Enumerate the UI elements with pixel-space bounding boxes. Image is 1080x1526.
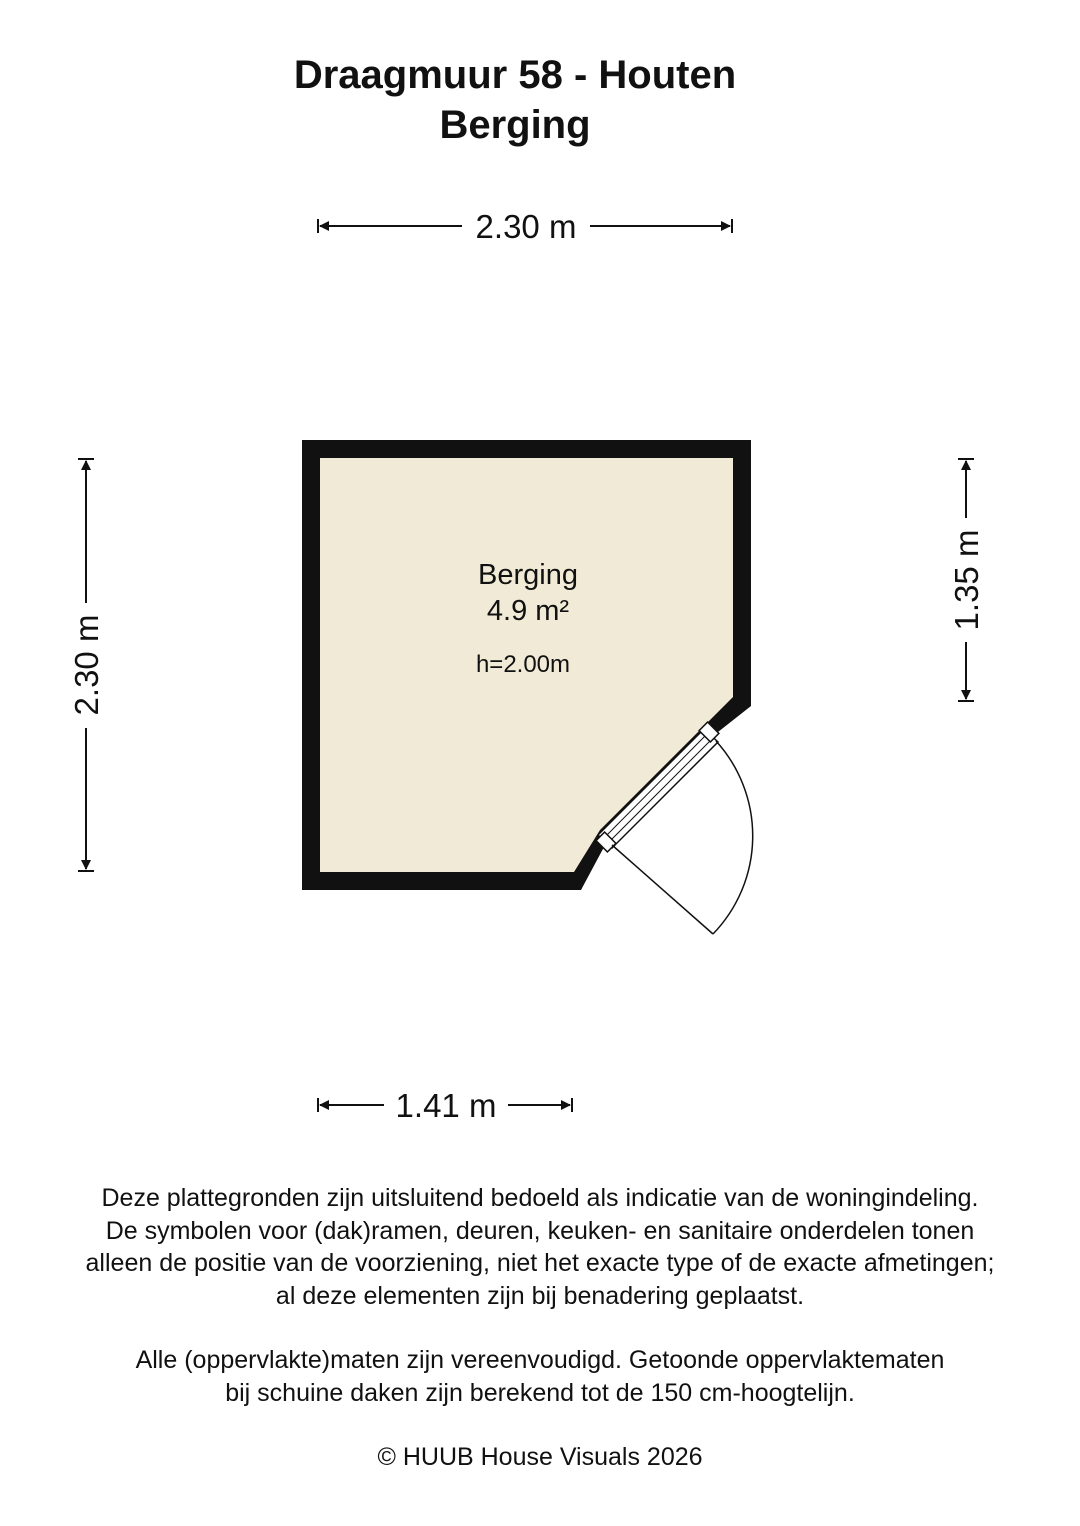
dimension-right-height — [948, 459, 985, 701]
disclaimer-line: De symbolen voor (dak)ramen, deuren, keuken- en sanitaire onderdelen tonen — [105, 1216, 975, 1245]
plan-title-address: Draagmuur 58 - Houten — [293, 53, 737, 97]
disclaimer-paragraph-2 — [0, 1344, 1080, 1409]
door-leaf — [612, 845, 713, 934]
dimension-left-label: 2.30 m — [68, 614, 105, 716]
dimension-bottom-width — [318, 1087, 572, 1124]
disclaimer-paragraph-1 — [0, 1182, 1080, 1312]
dimension-right-label: 1.35 m — [948, 529, 985, 631]
disclaimer-line: alleen de positie van de voorziening, niet het exacte type of de exacte afmetingen; — [85, 1249, 995, 1277]
disclaimer-line: Deze plattegronden zijn uitsluitend bedoeld als indicatie van de woningindeling. — [101, 1184, 979, 1212]
dimension-top-label: 2.30 m — [475, 208, 577, 245]
disclaimer-line: Alle (oppervlakte)maten zijn vereenvoudigd. Getoonde oppervlaktematen — [135, 1346, 945, 1374]
room-height: h=2.00m — [475, 651, 571, 678]
disclaimer-line: al deze elementen zijn bij benadering geplaatst. — [275, 1281, 805, 1310]
room-name: Berging — [478, 559, 578, 591]
door-swing-arc — [713, 741, 753, 934]
dimension-left-height — [68, 459, 105, 871]
dimension-bottom-label: 1.41 m — [395, 1087, 497, 1124]
plan-title-floor: Berging — [439, 103, 591, 147]
dimension-top-width — [318, 208, 732, 245]
copyright-notice: © HUUB House Visuals 2026 — [377, 1443, 703, 1471]
room-area: 4.9 m² — [486, 595, 570, 627]
disclaimer-line: bij schuine daken zijn berekend tot de 150 cm-hoogtelijn. — [225, 1378, 855, 1407]
